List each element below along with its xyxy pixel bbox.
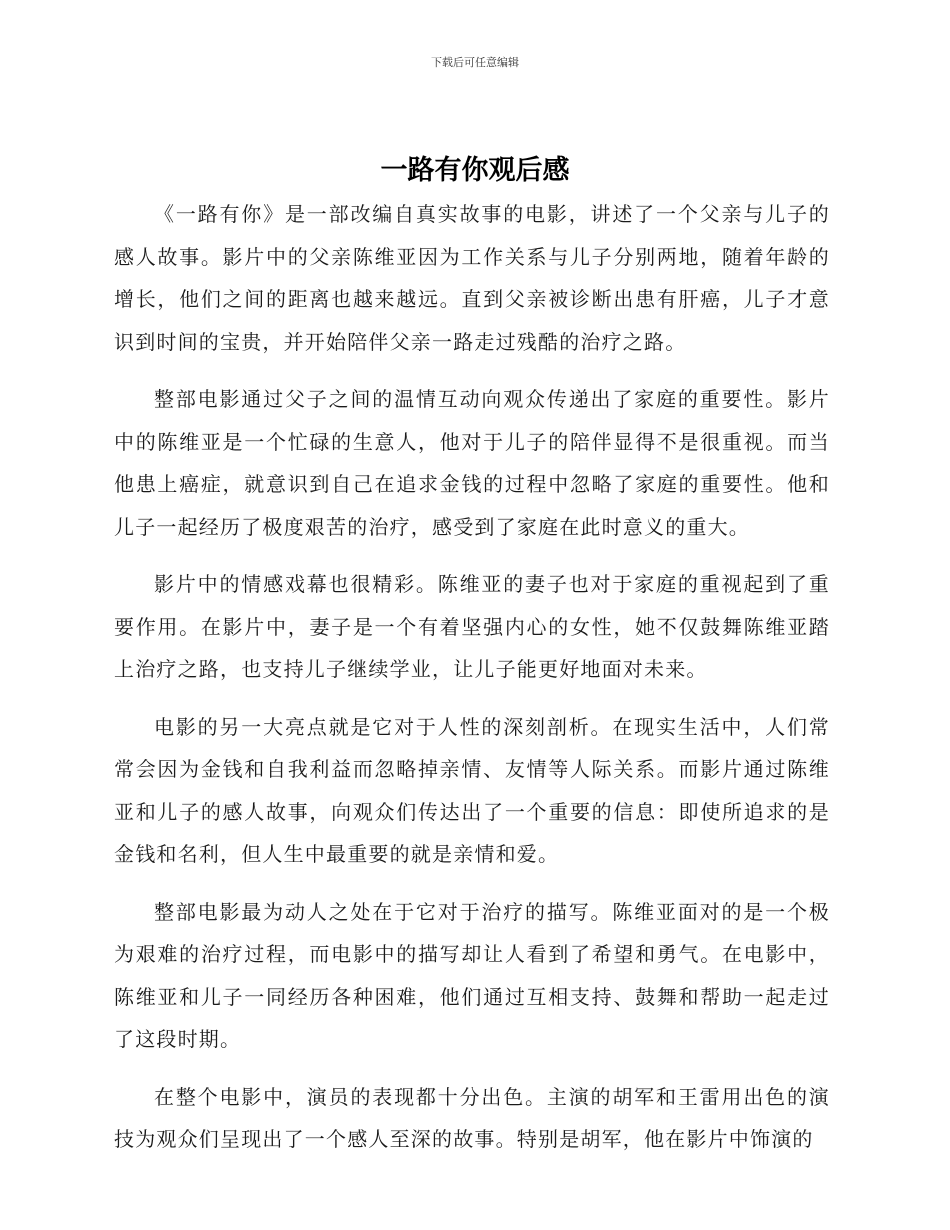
paragraph-3: 影片中的情感戏幕也很精彩。陈维亚的妻子也对于家庭的重视起到了重要作用。在影片中，妻子是一个有着坚强内心的女性，她不仅鼓舞陈维亚踏上治疗之路，也支持儿子继续学业，让儿子能更好地面对未来。 [114,572,830,681]
paragraph-6: 在整个电影中，演员的表现都十分出色。主演的胡军和王雷用出色的演技为观众们呈现出了一个感人至深的故事。特别是胡军，他在影片中饰演的 [114,1084,830,1151]
paragraph-1: 《一路有你》是一部改编自真实故事的电影，讲述了一个父亲与儿子的感人故事。影片中的父亲陈维亚因为工作关系与儿子分别两地，随着年龄的增长，他们之间的距离也越来越远。直到父亲被诊断出患有肝癌，儿子才意识到时间的宝贵，并开始陪伴父亲一路走过残酷的治疗之路。 [114,202,830,354]
document-body [114,193,830,1176]
header-note: 下载后可任意编辑 [431,56,519,69]
document-title: 一路有你观后感 [380,155,570,186]
paragraph-2: 整部电影通过父子之间的温情互动向观众传递出了家庭的重要性。影片中的陈维亚是一个忙碌的生意人，他对于儿子的陪伴显得不是很重视。而当他患上癌症，就意识到自己在追求金钱的过程中忽略了家庭的重要性。他和儿子一起经历了极度艰苦的治疗，感受到了家庭在此时意义的重大。 [114,387,830,539]
paragraph-4: 电影的另一大亮点就是它对于人性的深刻剖析。在现实生活中，人们常常会因为金钱和自我利益而忽略掉亲情、友情等人际关系。而影片通过陈维亚和儿子的感人故事，向观众们传达出了一个重要的信息：即使所追求的是金钱和名利，但人生中最重要的就是亲情和爱。 [114,714,830,866]
paragraph-5: 整部电影最为动人之处在于它对于治疗的描写。陈维亚面对的是一个极为艰难的治疗过程，而电影中的描写却让人看到了希望和勇气。在电影中，陈维亚和儿子一同经历各种困难，他们通过互相支持、鼓舞和帮助一起走过了这段时期。 [114,899,830,1051]
